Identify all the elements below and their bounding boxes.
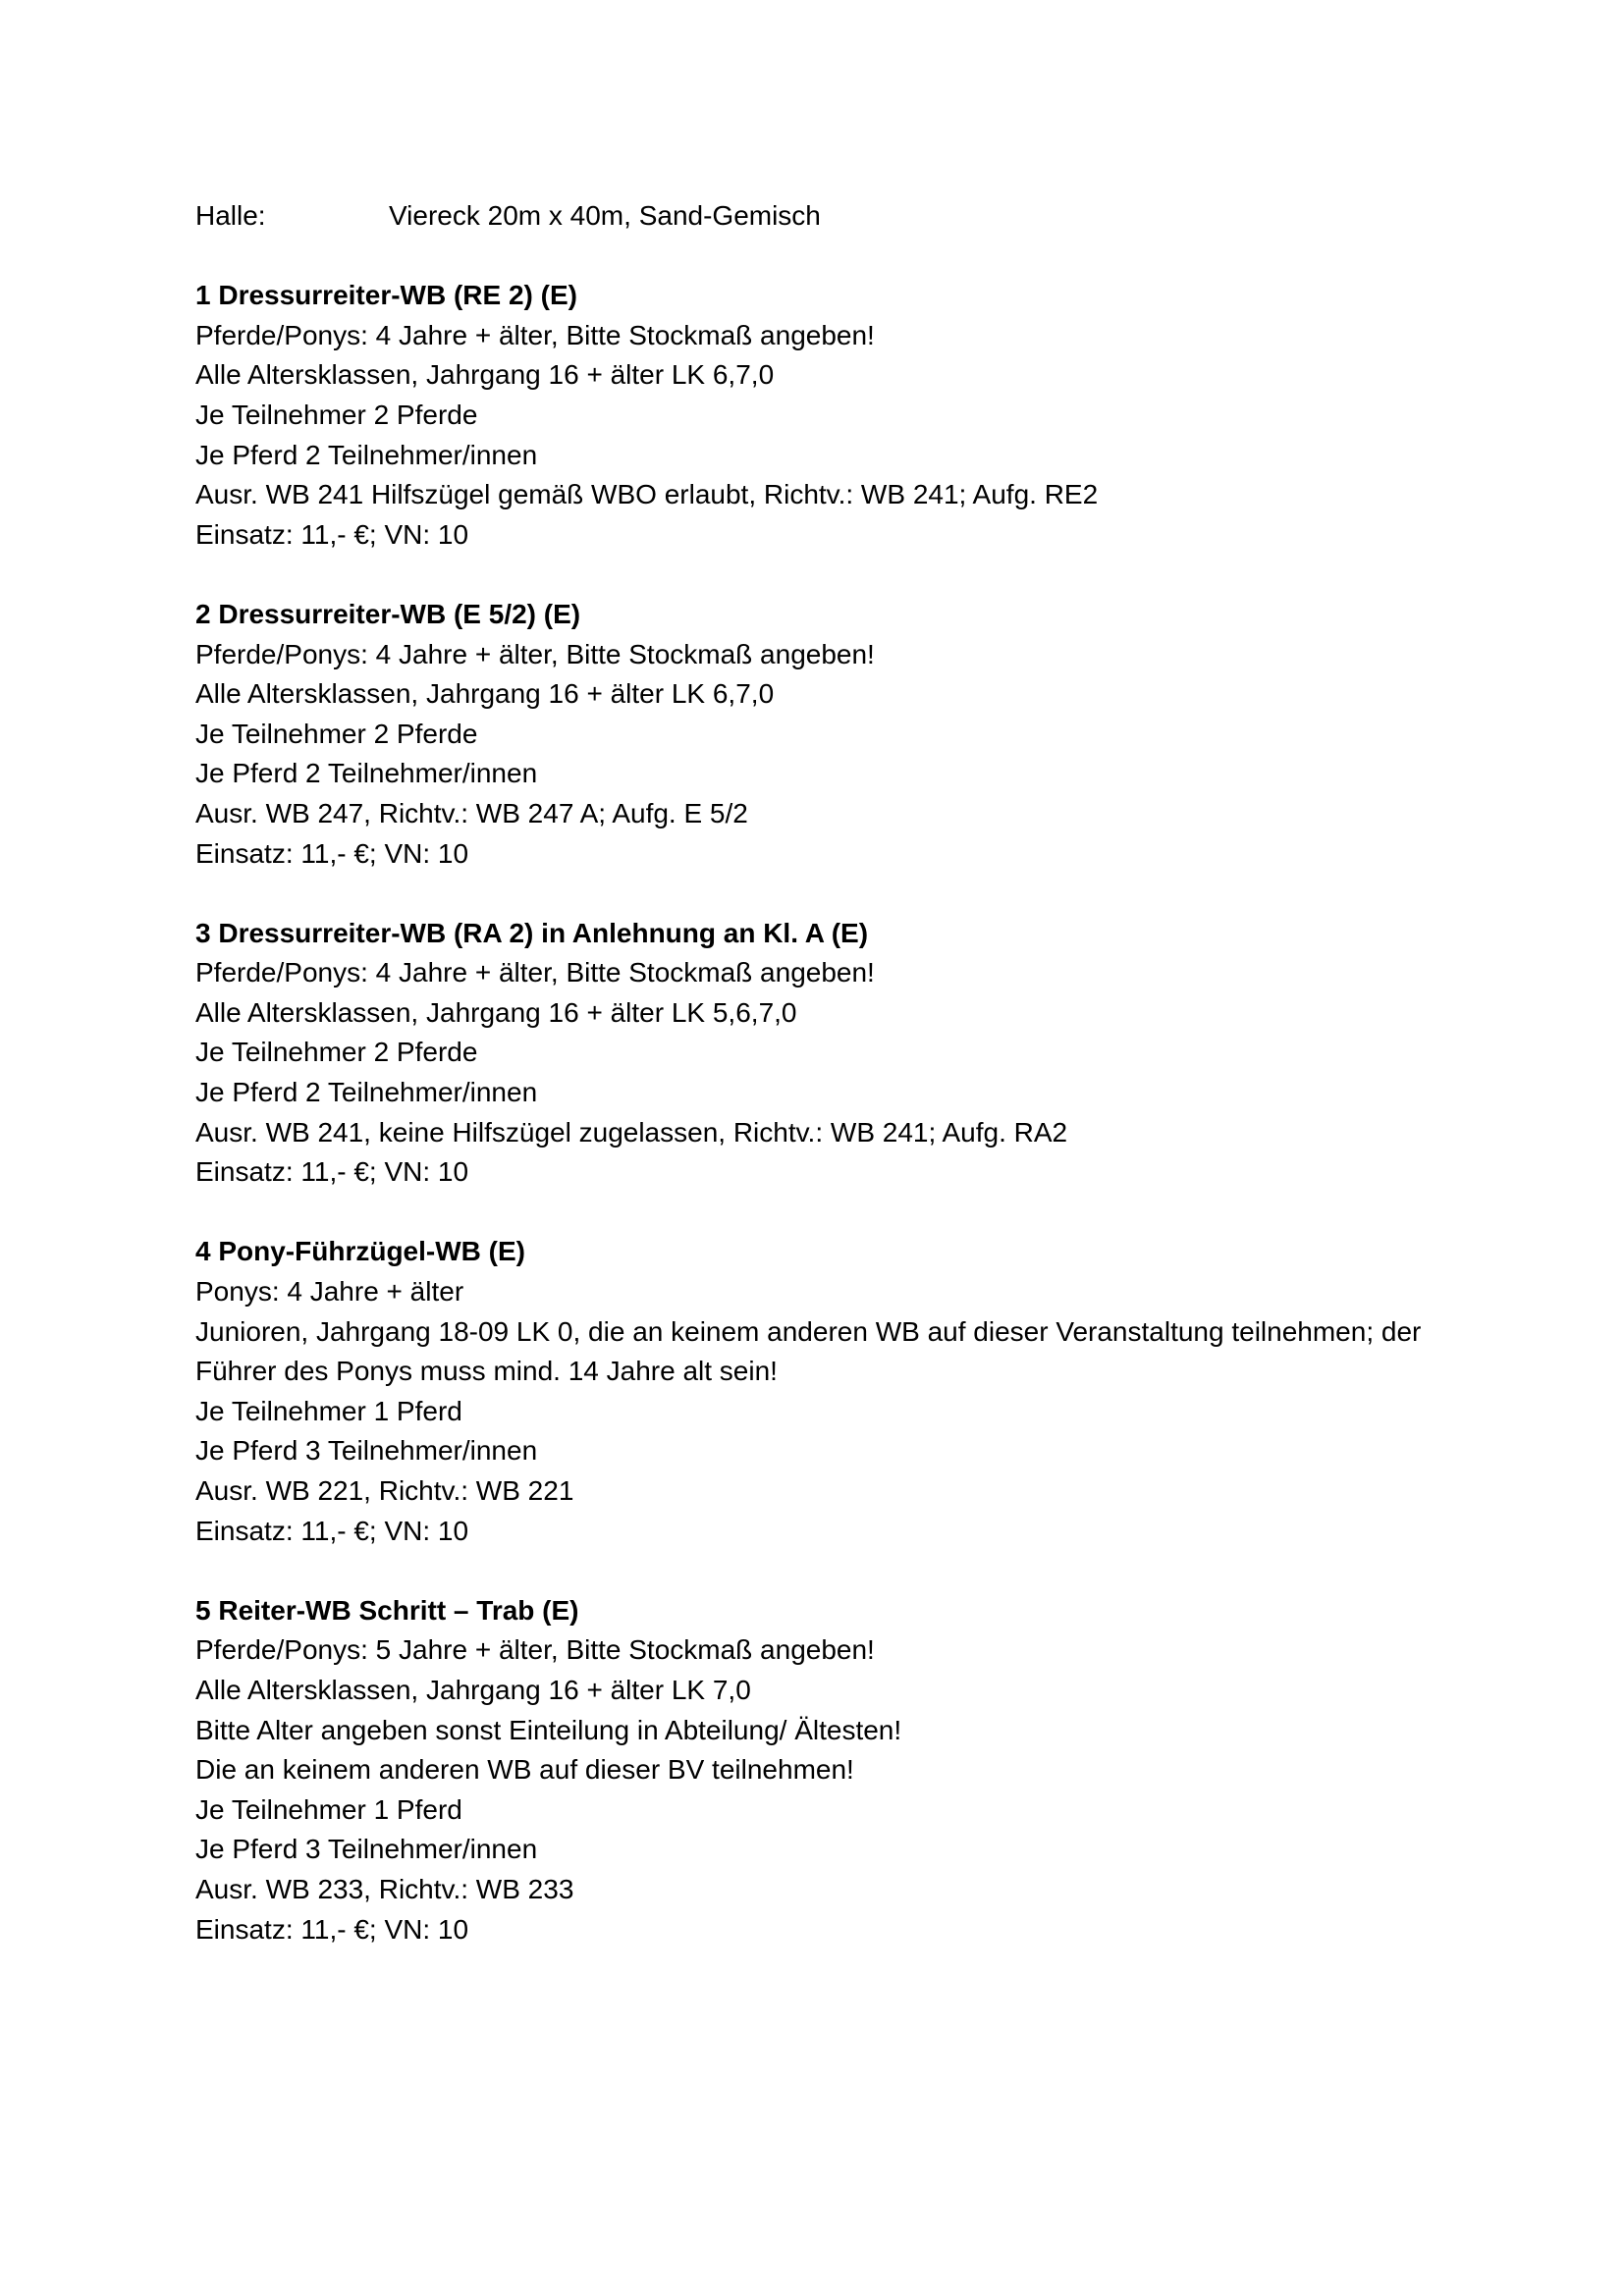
venue-line xyxy=(195,196,1472,237)
section-line: Ausr. WB 241, keine Hilfszügel zugelassen, Richtv.: WB 241; Aufg. RA2 xyxy=(195,1116,1068,1148)
document-page xyxy=(195,196,1472,1949)
section-line: Alle Altersklassen, Jahrgang 16 + älter LK 5,6,7,0 xyxy=(195,996,797,1028)
section-line: Ponys: 4 Jahre + älter xyxy=(195,1276,464,1308)
section-title: 5 Reiter-WB Schritt – Trab (E) xyxy=(195,1594,579,1626)
competition-section xyxy=(195,276,1472,555)
section-line: Ausr. WB 241 Hilfszügel gemäß WBO erlaubt, Richtv.: WB 241; Aufg. RE2 xyxy=(195,479,1099,510)
section-line: Je Teilnehmer 2 Pferde xyxy=(195,399,478,430)
section-title: 2 Dressurreiter-WB (E 5/2) (E) xyxy=(195,598,581,629)
section-line: Einsatz: 11,- €; VN: 10 xyxy=(195,1515,469,1546)
section-line: Je Pferd 2 Teilnehmer/innen xyxy=(195,439,538,470)
section-line: Die an keinem anderen WB auf dieser BV teilnehmen! xyxy=(195,1754,854,1786)
venue-label: Halle: xyxy=(195,200,266,231)
section-line: Einsatz: 11,- €; VN: 10 xyxy=(195,518,469,550)
section-spacer xyxy=(195,555,1472,595)
section-line: Pferde/Ponys: 4 Jahre + älter, Bitte Stockmaß angeben! xyxy=(195,638,875,669)
section-line: Je Pferd 2 Teilnehmer/innen xyxy=(195,758,538,789)
section-spacer xyxy=(195,1193,1472,1233)
section-line: Je Teilnehmer 1 Pferd xyxy=(195,1793,462,1825)
section-line: Je Teilnehmer 1 Pferd xyxy=(195,1395,462,1426)
section-line: Einsatz: 11,- €; VN: 10 xyxy=(195,1156,469,1188)
section-line: Pferde/Ponys: 5 Jahre + älter, Bitte Stockmaß angeben! xyxy=(195,1634,875,1666)
competition-section xyxy=(195,1232,1472,1551)
section-title: 3 Dressurreiter-WB (RA 2) in Anlehnung an Kl. A (E) xyxy=(195,917,869,948)
section-line: Alle Altersklassen, Jahrgang 16 + älter LK 6,7,0 xyxy=(195,678,775,710)
section-line: Je Pferd 2 Teilnehmer/innen xyxy=(195,1077,538,1108)
section-line: Einsatz: 11,- €; VN: 10 xyxy=(195,1913,469,1945)
competition-list xyxy=(195,237,1472,1950)
competition-section xyxy=(195,595,1472,874)
section-line: Einsatz: 11,- €; VN: 10 xyxy=(195,837,469,869)
section-line: Führer des Ponys muss mind. 14 Jahre alt sein! xyxy=(195,1356,778,1387)
section-line: Pferde/Ponys: 4 Jahre + älter, Bitte Stockmaß angeben! xyxy=(195,319,875,350)
section-line: Alle Altersklassen, Jahrgang 16 + älter LK 6,7,0 xyxy=(195,359,775,391)
section-line: Ausr. WB 221, Richtv.: WB 221 xyxy=(195,1475,574,1506)
section-title: 4 Pony-Führzügel-WB (E) xyxy=(195,1236,525,1267)
section-line: Junioren, Jahrgang 18-09 LK 0, die an keinem anderen WB auf dieser Veranstaltung teilnehmen; der xyxy=(195,1315,1422,1347)
section-line: Pferde/Ponys: 4 Jahre + älter, Bitte Stockmaß angeben! xyxy=(195,957,875,988)
section-line: Ausr. WB 247, Richtv.: WB 247 A; Aufg. E 5/2 xyxy=(195,797,748,828)
section-line: Alle Altersklassen, Jahrgang 16 + älter LK 7,0 xyxy=(195,1674,751,1705)
section-spacer xyxy=(195,874,1472,914)
competition-section xyxy=(195,914,1472,1193)
section-spacer xyxy=(195,1551,1472,1591)
section-line: Bitte Alter angeben sonst Einteilung in Abteilung/ Ältesten! xyxy=(195,1714,902,1745)
section-line: Ausr. WB 233, Richtv.: WB 233 xyxy=(195,1873,574,1904)
venue-value: Viereck 20m x 40m, Sand-Gemisch xyxy=(389,200,821,231)
section-line: Je Pferd 3 Teilnehmer/innen xyxy=(195,1834,538,1865)
section-title: 1 Dressurreiter-WB (RE 2) (E) xyxy=(195,280,577,311)
section-spacer xyxy=(195,237,1472,277)
competition-section xyxy=(195,1591,1472,1949)
section-line: Je Teilnehmer 2 Pferde xyxy=(195,718,478,749)
section-line: Je Teilnehmer 2 Pferde xyxy=(195,1037,478,1068)
section-line: Je Pferd 3 Teilnehmer/innen xyxy=(195,1435,538,1467)
